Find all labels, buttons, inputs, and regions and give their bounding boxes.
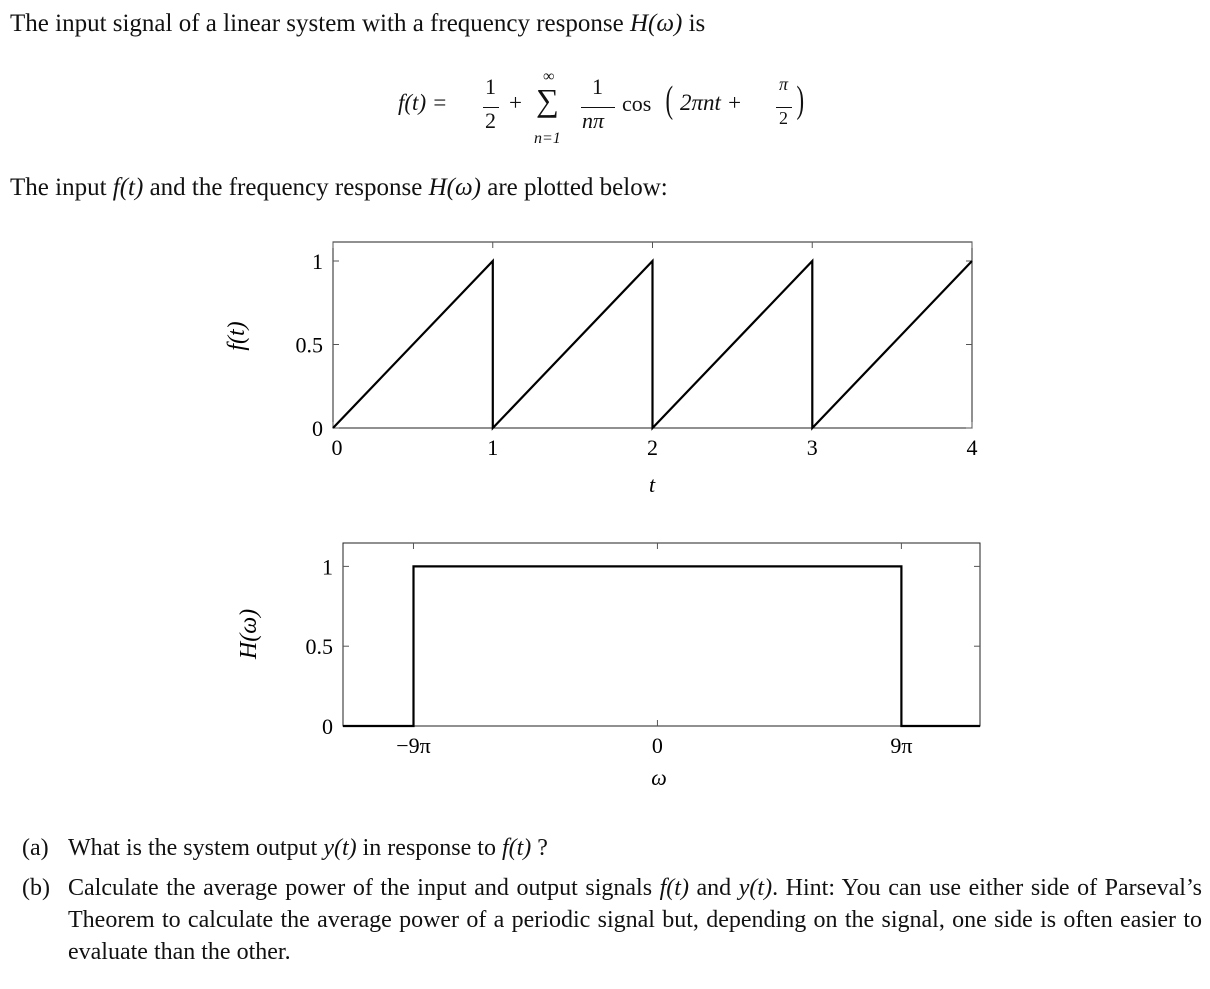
- question-label: (b): [22, 875, 50, 901]
- coefficient-denominator: nπ: [582, 108, 605, 133]
- plus-sign: +: [509, 90, 522, 115]
- phase-numerator: π: [779, 74, 789, 94]
- h-x-tick-label: 0: [651, 733, 663, 758]
- open-paren: (: [665, 79, 674, 121]
- f-x-tick-label: 0: [331, 435, 343, 460]
- math-symbol: f(t): [501, 835, 532, 861]
- coefficient-numerator: 1: [592, 74, 603, 99]
- h-y-tick-label: 0.5: [305, 634, 333, 660]
- close-paren: ): [796, 79, 805, 121]
- frequency-response-plot: [0, 500, 1210, 810]
- f-x-axis-label: t: [648, 472, 656, 497]
- f-sawtooth-line: [333, 261, 972, 428]
- question-text: [68, 872, 1202, 968]
- plot-intro-part3: are plotted below:: [480, 174, 668, 201]
- h-plot-frame: [343, 543, 980, 726]
- f-x-tick-label: 2: [647, 435, 658, 460]
- f-y-axis-label: f(t): [224, 321, 250, 351]
- question-item: [22, 832, 1202, 864]
- h-y-axis-label: H(ω): [236, 608, 262, 660]
- h-x-tick-label: 9π: [890, 733, 913, 758]
- H-symbol: H(ω): [629, 10, 683, 37]
- H-symbol-2: H(ω): [428, 174, 481, 201]
- sum-lower-limit: n=1: [534, 130, 561, 147]
- question-text-part: What is the system output: [68, 835, 324, 861]
- intro-text-before: The input signal of a linear system with a frequency response: [10, 10, 630, 37]
- cos-argument: 2πnt +: [680, 90, 743, 115]
- plot-intro-part1: The input: [10, 174, 113, 201]
- equation-lhs: f(t) =: [398, 90, 448, 115]
- half-numerator: 1: [485, 74, 496, 99]
- question-text-part: . Hint: You can use either side of Parseval’s Theorem to calculate the average power of a periodic signal but, depending on the signal, one side is often easier to evaluate than the other.: [68, 875, 1202, 965]
- question-list: [22, 832, 1202, 976]
- f-y-tick-label: 0.5: [295, 332, 323, 358]
- math-symbol: y(t): [323, 835, 357, 861]
- phase-denominator: 2: [779, 108, 788, 128]
- question-text-part: ?: [531, 835, 548, 861]
- half-denominator: 2: [485, 108, 496, 133]
- question-text-part: and: [688, 875, 739, 901]
- question-text: [68, 832, 1202, 864]
- question-item: [22, 872, 1202, 968]
- math-symbol: y(t): [738, 875, 773, 901]
- plot-intro-part2: and the frequency response: [143, 174, 429, 201]
- f-symbol: f(t): [112, 174, 144, 201]
- summation-symbol: ∑: [536, 82, 559, 118]
- f-x-tick-label: 1: [487, 435, 499, 460]
- f-x-tick-label: 4: [966, 435, 978, 460]
- question-text-part: in response to: [356, 835, 502, 861]
- cos-function: cos: [622, 91, 652, 116]
- question-label: (a): [22, 835, 49, 861]
- f-y-tick-label: 1: [312, 249, 323, 274]
- h-x-tick-label: −9π: [396, 733, 431, 758]
- f-y-tick-label: 0: [312, 416, 323, 441]
- f-x-tick-label: 3: [806, 435, 818, 460]
- math-symbol: f(t): [659, 875, 689, 901]
- h-y-tick-label: 1: [322, 554, 333, 580]
- h-rect-line: [343, 566, 980, 726]
- sum-upper-limit: ∞: [543, 68, 555, 85]
- h-x-axis-label: ω: [651, 765, 667, 790]
- question-text-part: Calculate the average power of the input and output signals: [68, 875, 660, 901]
- intro-text-after: is: [682, 10, 706, 37]
- h-y-tick-label: 0: [322, 714, 333, 739]
